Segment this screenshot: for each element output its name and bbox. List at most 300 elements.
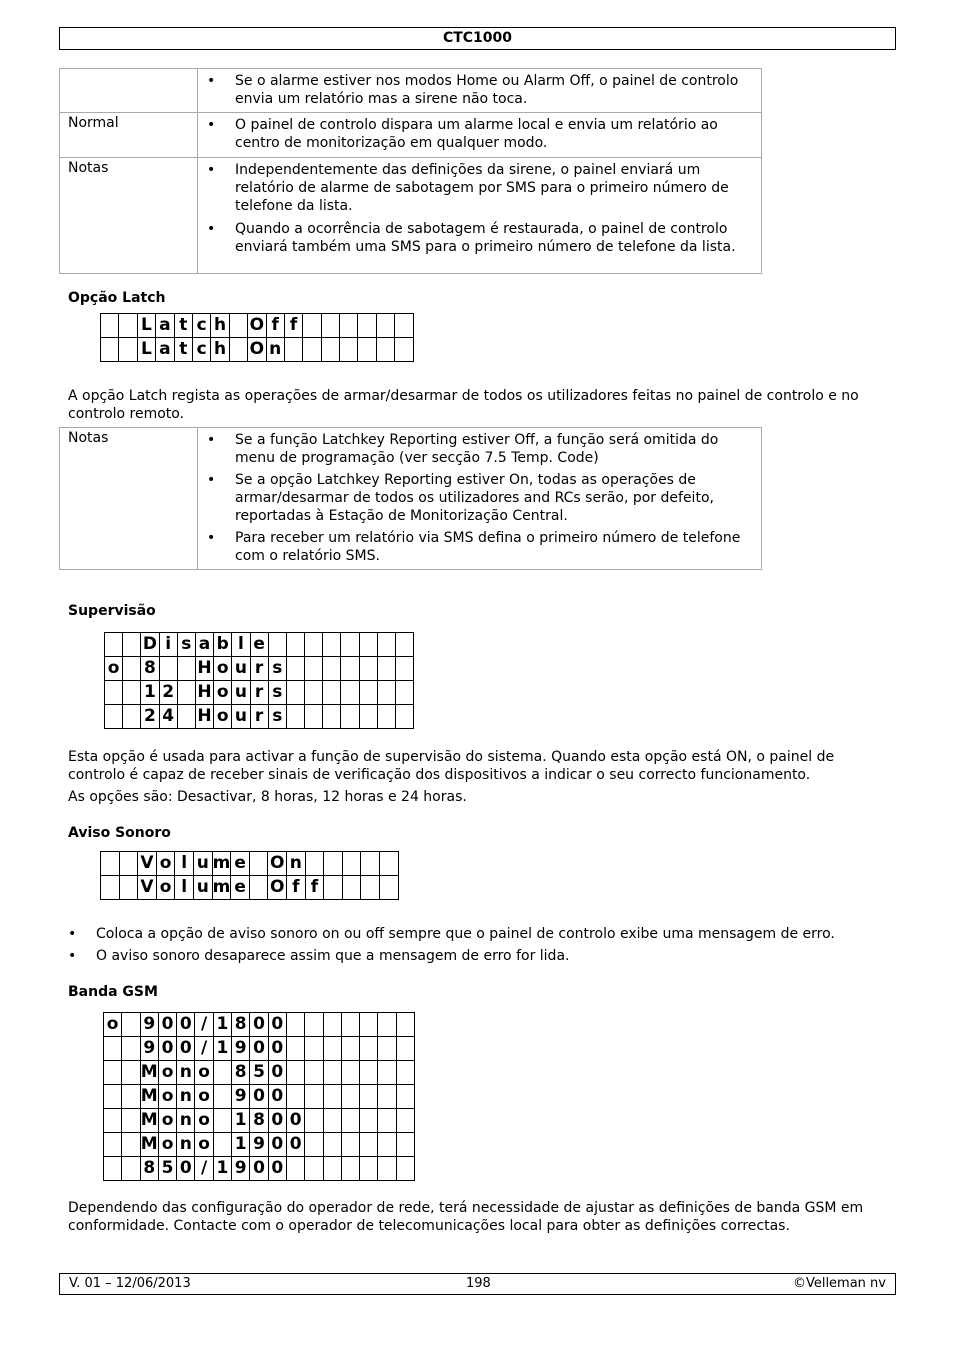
lcd-cell: h bbox=[211, 314, 229, 338]
lcd-row bbox=[101, 314, 414, 338]
lcd-cell bbox=[286, 1037, 304, 1061]
lcd-cell bbox=[119, 852, 138, 876]
lcd-cell bbox=[101, 852, 120, 876]
lcd-row bbox=[105, 657, 414, 681]
lcd-cell: o bbox=[195, 1085, 213, 1109]
lcd-cell bbox=[119, 876, 138, 900]
lcd-cell: V bbox=[138, 852, 157, 876]
lcd-cell: o bbox=[158, 1085, 176, 1109]
lcd-cell: u bbox=[232, 681, 250, 705]
lcd-cell bbox=[286, 657, 304, 681]
section-title-gsm: Banda GSM bbox=[68, 984, 158, 1000]
lcd-cell: 4 bbox=[159, 705, 177, 729]
lcd-cell bbox=[323, 633, 341, 657]
row-label: Notas bbox=[60, 158, 198, 274]
lcd-cell bbox=[286, 633, 304, 657]
lcd-cell bbox=[396, 633, 414, 657]
lcd-cell: 1 bbox=[213, 1157, 231, 1181]
lcd-cell: 8 bbox=[250, 1109, 268, 1133]
lcd-cell: m bbox=[212, 852, 231, 876]
lcd-cell bbox=[101, 314, 119, 338]
lcd-cell: o bbox=[195, 1109, 213, 1133]
lcd-display-aviso bbox=[100, 851, 399, 900]
lcd-cell bbox=[323, 1085, 341, 1109]
lcd-cell bbox=[119, 338, 137, 362]
lcd-cell bbox=[361, 852, 380, 876]
lcd-cell bbox=[323, 1037, 341, 1061]
lcd-cell: 0 bbox=[268, 1109, 286, 1133]
lcd-cell bbox=[104, 1085, 122, 1109]
lcd-cell: o bbox=[195, 1133, 213, 1157]
lcd-cell: o bbox=[195, 1061, 213, 1085]
lcd-cell bbox=[396, 657, 414, 681]
alarm-mode-table bbox=[59, 68, 762, 274]
lcd-cell: M bbox=[140, 1109, 158, 1133]
lcd-cell: M bbox=[140, 1061, 158, 1085]
lcd-cell bbox=[359, 681, 377, 705]
lcd-cell bbox=[286, 1013, 304, 1037]
lcd-cell bbox=[377, 705, 395, 729]
lcd-cell bbox=[342, 852, 361, 876]
lcd-cell bbox=[305, 1013, 323, 1037]
lcd-cell: 0 bbox=[268, 1133, 286, 1157]
lcd-cell bbox=[324, 852, 343, 876]
lcd-cell bbox=[284, 338, 302, 362]
lcd-cell bbox=[249, 876, 268, 900]
lcd-cell bbox=[122, 1037, 140, 1061]
lcd-cell: O bbox=[248, 338, 266, 362]
lcd-cell bbox=[286, 1085, 304, 1109]
lcd-cell bbox=[305, 1133, 323, 1157]
lcd-cell: a bbox=[195, 633, 213, 657]
lcd-cell bbox=[305, 1157, 323, 1181]
lcd-cell bbox=[358, 338, 376, 362]
table-row bbox=[60, 428, 762, 570]
lcd-cell: r bbox=[250, 657, 268, 681]
lcd-cell bbox=[341, 1061, 359, 1085]
table-row bbox=[60, 69, 762, 113]
lcd-cell bbox=[340, 338, 358, 362]
lcd-cell: u bbox=[232, 657, 250, 681]
lcd-cell bbox=[213, 1133, 231, 1157]
lcd-cell bbox=[380, 852, 399, 876]
lcd-cell bbox=[324, 876, 343, 900]
lcd-cell: M bbox=[140, 1085, 158, 1109]
lcd-display-latch bbox=[100, 313, 414, 362]
lcd-cell: u bbox=[232, 705, 250, 729]
lcd-cell bbox=[213, 1109, 231, 1133]
lcd-cell bbox=[323, 657, 341, 681]
lcd-row bbox=[101, 338, 414, 362]
lcd-cell bbox=[396, 1013, 414, 1037]
lcd-row bbox=[104, 1037, 415, 1061]
lcd-cell bbox=[104, 1109, 122, 1133]
lcd-cell: s bbox=[177, 633, 195, 657]
lcd-cell bbox=[323, 1109, 341, 1133]
lcd-cell bbox=[104, 1037, 122, 1061]
lcd-cell: n bbox=[266, 338, 284, 362]
lcd-cell: 0 bbox=[268, 1157, 286, 1181]
lcd-cell bbox=[104, 1157, 122, 1181]
lcd-cell: 0 bbox=[268, 1037, 286, 1061]
lcd-cell bbox=[123, 681, 141, 705]
lcd-cell: r bbox=[250, 681, 268, 705]
lcd-cell: h bbox=[211, 338, 229, 362]
lcd-cell bbox=[213, 1085, 231, 1109]
lcd-cell bbox=[305, 1037, 323, 1061]
lcd-cell bbox=[377, 657, 395, 681]
lcd-cell: o bbox=[105, 657, 123, 681]
lcd-cell: 9 bbox=[232, 1037, 250, 1061]
lcd-cell bbox=[377, 633, 395, 657]
lcd-cell: 1 bbox=[232, 1133, 250, 1157]
lcd-cell: O bbox=[268, 852, 287, 876]
lcd-cell: 0 bbox=[158, 1013, 176, 1037]
lcd-row bbox=[104, 1133, 415, 1157]
lcd-cell bbox=[104, 1061, 122, 1085]
lcd-row bbox=[104, 1157, 415, 1181]
lcd-cell: 0 bbox=[268, 1013, 286, 1037]
lcd-cell bbox=[378, 1109, 396, 1133]
lcd-cell: 8 bbox=[232, 1061, 250, 1085]
lcd-display-supervisao bbox=[104, 632, 414, 729]
lcd-cell bbox=[341, 681, 359, 705]
lcd-cell bbox=[378, 1037, 396, 1061]
lcd-cell bbox=[122, 1061, 140, 1085]
lcd-cell bbox=[377, 681, 395, 705]
lcd-cell: o bbox=[214, 657, 232, 681]
lcd-cell: 0 bbox=[177, 1013, 195, 1037]
page-footer bbox=[59, 1273, 896, 1295]
lcd-row bbox=[101, 852, 399, 876]
lcd-cell: e bbox=[231, 876, 250, 900]
lcd-cell: 8 bbox=[141, 657, 159, 681]
lcd-cell: 9 bbox=[232, 1085, 250, 1109]
lcd-cell bbox=[105, 633, 123, 657]
lcd-cell bbox=[323, 1133, 341, 1157]
lcd-cell: 5 bbox=[158, 1157, 176, 1181]
lcd-cell bbox=[380, 876, 399, 900]
lcd-cell bbox=[341, 1133, 359, 1157]
lcd-cell bbox=[286, 705, 304, 729]
lcd-cell: o bbox=[158, 1061, 176, 1085]
lcd-cell: D bbox=[141, 633, 159, 657]
lcd-cell bbox=[303, 314, 321, 338]
lcd-cell: 5 bbox=[250, 1061, 268, 1085]
lcd-cell: M bbox=[140, 1133, 158, 1157]
lcd-cell: / bbox=[195, 1157, 213, 1181]
lcd-cell bbox=[305, 657, 323, 681]
lcd-cell: 0 bbox=[268, 1061, 286, 1085]
lcd-cell: 2 bbox=[159, 681, 177, 705]
lcd-cell bbox=[122, 1157, 140, 1181]
lcd-cell: u bbox=[193, 852, 212, 876]
lcd-cell: c bbox=[192, 338, 210, 362]
lcd-cell bbox=[359, 657, 377, 681]
lcd-cell: L bbox=[137, 314, 155, 338]
lcd-cell: o bbox=[104, 1013, 122, 1037]
lcd-cell: H bbox=[195, 681, 213, 705]
lcd-cell bbox=[341, 633, 359, 657]
lcd-cell bbox=[359, 633, 377, 657]
lcd-cell: 9 bbox=[140, 1037, 158, 1061]
lcd-cell: 1 bbox=[213, 1037, 231, 1061]
lcd-cell bbox=[360, 1157, 378, 1181]
lcd-cell bbox=[268, 633, 286, 657]
lcd-cell: l bbox=[232, 633, 250, 657]
lcd-cell bbox=[105, 705, 123, 729]
lcd-cell: f bbox=[284, 314, 302, 338]
lcd-cell: o bbox=[156, 876, 175, 900]
lcd-cell: l bbox=[175, 876, 194, 900]
lcd-cell bbox=[177, 705, 195, 729]
lcd-cell bbox=[360, 1013, 378, 1037]
lcd-cell bbox=[323, 705, 341, 729]
lcd-cell: a bbox=[156, 314, 174, 338]
lcd-cell bbox=[249, 852, 268, 876]
lcd-cell: f bbox=[305, 876, 324, 900]
lcd-cell bbox=[305, 852, 324, 876]
lcd-row bbox=[104, 1109, 415, 1133]
lcd-cell bbox=[123, 705, 141, 729]
lcd-cell bbox=[378, 1133, 396, 1157]
lcd-cell: 0 bbox=[250, 1157, 268, 1181]
list-item: • Independentemente das definições da sirene, o painel enviará um relatório de alarme de sabotagem por SMS para o primeiro número de telefone da lista. bbox=[198, 161, 749, 215]
section-title-aviso: Aviso Sonoro bbox=[68, 825, 171, 841]
lcd-cell: 9 bbox=[140, 1013, 158, 1037]
lcd-cell: V bbox=[138, 876, 157, 900]
lcd-cell bbox=[323, 681, 341, 705]
lcd-cell bbox=[396, 1085, 414, 1109]
lcd-cell: o bbox=[158, 1109, 176, 1133]
lcd-cell bbox=[396, 681, 414, 705]
lcd-cell bbox=[359, 705, 377, 729]
lcd-cell bbox=[341, 1157, 359, 1181]
lcd-cell bbox=[341, 1013, 359, 1037]
supervisao-options: As opções são: Desactivar, 8 horas, 12 horas e 24 horas. bbox=[68, 789, 467, 805]
lcd-cell bbox=[321, 338, 339, 362]
lcd-cell: o bbox=[158, 1133, 176, 1157]
lcd-cell bbox=[340, 314, 358, 338]
lcd-cell: H bbox=[195, 705, 213, 729]
list-item: • Se a opção Latchkey Reporting estiver On, todas as operações de armar/desarmar de todos os utilizadores and RCs serão, por defeito, reportadas à Estação de Monitorização Central. bbox=[198, 471, 749, 525]
lcd-cell bbox=[395, 338, 413, 362]
lcd-cell: 8 bbox=[140, 1157, 158, 1181]
lcd-cell bbox=[303, 338, 321, 362]
lcd-cell: f bbox=[287, 876, 306, 900]
lcd-cell: c bbox=[192, 314, 210, 338]
lcd-cell bbox=[305, 1061, 323, 1085]
lcd-cell bbox=[305, 633, 323, 657]
lcd-cell bbox=[396, 1133, 414, 1157]
lcd-cell: u bbox=[193, 876, 212, 900]
lcd-cell: 0 bbox=[177, 1157, 195, 1181]
lcd-cell bbox=[123, 657, 141, 681]
lcd-cell: o bbox=[214, 681, 232, 705]
lcd-cell: m bbox=[212, 876, 231, 900]
lcd-cell bbox=[305, 1109, 323, 1133]
lcd-cell: n bbox=[177, 1133, 195, 1157]
latch-notes-table bbox=[59, 427, 762, 570]
lcd-cell bbox=[122, 1085, 140, 1109]
lcd-cell: 1 bbox=[232, 1109, 250, 1133]
lcd-cell bbox=[396, 1061, 414, 1085]
lcd-cell bbox=[101, 338, 119, 362]
lcd-cell: 0 bbox=[250, 1037, 268, 1061]
lcd-cell: s bbox=[268, 657, 286, 681]
lcd-row bbox=[104, 1061, 415, 1085]
lcd-cell: 1 bbox=[213, 1013, 231, 1037]
lcd-cell: t bbox=[174, 338, 192, 362]
section-title-latch: Opção Latch bbox=[68, 290, 166, 306]
lcd-cell bbox=[378, 1013, 396, 1037]
lcd-cell bbox=[378, 1085, 396, 1109]
lcd-row bbox=[101, 876, 399, 900]
lcd-cell: i bbox=[159, 633, 177, 657]
lcd-cell bbox=[323, 1157, 341, 1181]
lcd-row bbox=[104, 1013, 415, 1037]
lcd-cell bbox=[229, 314, 247, 338]
lcd-cell bbox=[360, 1037, 378, 1061]
lcd-cell: 0 bbox=[286, 1109, 304, 1133]
lcd-cell bbox=[119, 314, 137, 338]
lcd-cell bbox=[341, 705, 359, 729]
page-number: 198 bbox=[466, 1276, 491, 1291]
gsm-description: Dependendo das configuração do operador de rede, terá necessidade de ajustar as definições de banda GSM em conformidade. Contacte com o operador de telecomunicações local para obter as definições correctas. bbox=[68, 1200, 864, 1234]
lcd-cell: n bbox=[177, 1085, 195, 1109]
lcd-cell: / bbox=[195, 1013, 213, 1037]
lcd-cell bbox=[177, 657, 195, 681]
lcd-cell bbox=[341, 657, 359, 681]
lcd-cell: 0 bbox=[177, 1037, 195, 1061]
lcd-cell bbox=[123, 633, 141, 657]
lcd-cell bbox=[376, 338, 394, 362]
lcd-row bbox=[104, 1085, 415, 1109]
lcd-cell bbox=[122, 1013, 140, 1037]
lcd-cell bbox=[286, 1061, 304, 1085]
lcd-cell: s bbox=[268, 705, 286, 729]
lcd-cell bbox=[105, 681, 123, 705]
lcd-cell bbox=[286, 1157, 304, 1181]
lcd-row bbox=[105, 633, 414, 657]
lcd-cell: 0 bbox=[158, 1037, 176, 1061]
latch-description: A opção Latch regista as operações de armar/desarmar de todos os utilizadores feitas no painel de controlo e no controlo remoto. bbox=[68, 388, 859, 422]
lcd-cell bbox=[358, 314, 376, 338]
lcd-cell: e bbox=[231, 852, 250, 876]
lcd-cell: 0 bbox=[250, 1013, 268, 1037]
lcd-cell: b bbox=[214, 633, 232, 657]
table-row bbox=[60, 113, 762, 158]
lcd-row bbox=[105, 705, 414, 729]
lcd-cell bbox=[305, 705, 323, 729]
lcd-cell: o bbox=[214, 705, 232, 729]
lcd-cell bbox=[360, 1133, 378, 1157]
lcd-cell bbox=[342, 876, 361, 900]
lcd-cell bbox=[323, 1013, 341, 1037]
lcd-cell bbox=[305, 1085, 323, 1109]
lcd-cell: 2 bbox=[141, 705, 159, 729]
list-item: • O painel de controlo dispara um alarme local e envia um relatório ao centro de monitorização em qualquer modo. bbox=[198, 116, 749, 152]
lcd-cell bbox=[360, 1085, 378, 1109]
lcd-cell bbox=[321, 314, 339, 338]
lcd-display-gsm bbox=[103, 1012, 415, 1181]
lcd-cell: o bbox=[156, 852, 175, 876]
lcd-row bbox=[105, 681, 414, 705]
lcd-cell bbox=[396, 705, 414, 729]
lcd-cell bbox=[305, 681, 323, 705]
section-title-supervisao: Supervisão bbox=[68, 603, 156, 619]
lcd-cell: / bbox=[195, 1037, 213, 1061]
lcd-cell bbox=[378, 1157, 396, 1181]
lcd-cell bbox=[396, 1157, 414, 1181]
lcd-cell: s bbox=[268, 681, 286, 705]
table-row bbox=[60, 158, 762, 274]
lcd-cell: 8 bbox=[232, 1013, 250, 1037]
lcd-cell: 9 bbox=[232, 1157, 250, 1181]
lcd-cell bbox=[360, 1061, 378, 1085]
lcd-cell: n bbox=[177, 1061, 195, 1085]
lcd-cell: f bbox=[266, 314, 284, 338]
lcd-cell bbox=[159, 657, 177, 681]
lcd-cell bbox=[101, 876, 120, 900]
list-item: • Quando a ocorrência de sabotagem é restaurada, o painel de controlo enviará também uma SMS para o primeiro número de telefone da lista. bbox=[198, 220, 749, 256]
list-item: • Para receber um relatório via SMS defina o primeiro número de telefone com o relatório SMS. bbox=[198, 529, 749, 565]
lcd-cell: t bbox=[174, 314, 192, 338]
lcd-cell bbox=[229, 338, 247, 362]
lcd-cell bbox=[396, 1037, 414, 1061]
copyright: ©Velleman nv bbox=[792, 1276, 886, 1291]
lcd-cell bbox=[286, 681, 304, 705]
lcd-cell: O bbox=[268, 876, 287, 900]
list-item: • Se a função Latchkey Reporting estiver Off, a função será omitida do menu de programação (ver secção 7.5 Temp. Code) bbox=[198, 431, 749, 467]
lcd-cell bbox=[378, 1061, 396, 1085]
lcd-cell bbox=[177, 681, 195, 705]
version-date: V. 01 – 12/06/2013 bbox=[69, 1276, 191, 1291]
lcd-cell bbox=[395, 314, 413, 338]
lcd-cell: 1 bbox=[141, 681, 159, 705]
lcd-cell bbox=[341, 1085, 359, 1109]
lcd-cell bbox=[213, 1061, 231, 1085]
lcd-cell: l bbox=[175, 852, 194, 876]
lcd-cell: H bbox=[195, 657, 213, 681]
lcd-cell: 0 bbox=[268, 1085, 286, 1109]
row-label: Notas bbox=[60, 428, 198, 570]
lcd-cell bbox=[341, 1037, 359, 1061]
lcd-cell bbox=[341, 1109, 359, 1133]
lcd-cell: 0 bbox=[286, 1133, 304, 1157]
lcd-cell bbox=[122, 1133, 140, 1157]
row-label bbox=[60, 69, 198, 113]
lcd-cell bbox=[360, 1109, 378, 1133]
lcd-cell: r bbox=[250, 705, 268, 729]
supervisao-description: Esta opção é usada para activar a função de supervisão do sistema. Quando esta opção está ON, o painel de controlo é capaz de receber sinais de verificação dos dispositivos a indicar o seu correcto funcionamento. bbox=[68, 749, 835, 783]
lcd-cell: 0 bbox=[250, 1085, 268, 1109]
lcd-cell bbox=[122, 1109, 140, 1133]
document-header: CTC1000 bbox=[59, 27, 896, 50]
lcd-cell bbox=[376, 314, 394, 338]
lcd-cell: a bbox=[156, 338, 174, 362]
lcd-cell bbox=[104, 1133, 122, 1157]
row-label: Normal bbox=[60, 113, 198, 158]
list-item: • Se o alarme estiver nos modos Home ou Alarm Off, o painel de controlo envia um relatório mas a sirene não toca. bbox=[198, 72, 749, 108]
lcd-cell bbox=[361, 876, 380, 900]
lcd-cell: n bbox=[287, 852, 306, 876]
lcd-cell bbox=[323, 1061, 341, 1085]
lcd-cell: e bbox=[250, 633, 268, 657]
lcd-cell: 9 bbox=[250, 1133, 268, 1157]
lcd-cell: n bbox=[177, 1109, 195, 1133]
lcd-cell bbox=[396, 1109, 414, 1133]
